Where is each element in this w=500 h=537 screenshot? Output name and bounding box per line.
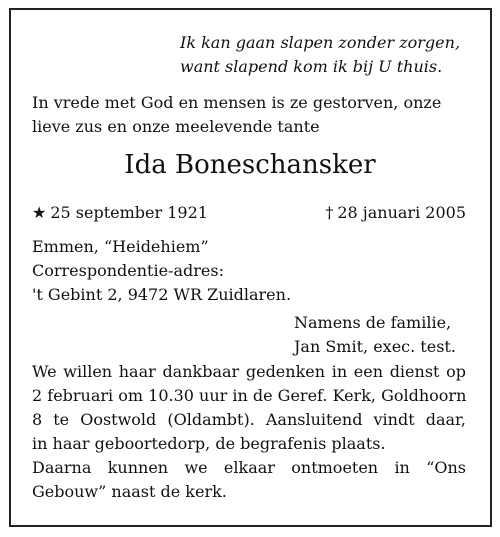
- death-date: 28 januari 2005: [337, 203, 466, 222]
- quote-line-1: Ik kan gaan slapen zonder zorgen,: [180, 33, 461, 52]
- death-date-line: [325, 203, 466, 223]
- service-line-5: Daarna kunnen we elkaar ontmoeten in “Ons: [32, 458, 466, 477]
- birth-date: 25 september 1921: [50, 203, 208, 222]
- service-line-3: 8 te Oostwold (Oldambt). Aansluitend vindt daar,: [32, 410, 466, 429]
- birth-date-line: [32, 203, 208, 223]
- cross-icon: †: [325, 203, 334, 222]
- service-line-6: Gebouw” naast de kerk.: [32, 482, 227, 501]
- signature-line-2: Jan Smit, exec. test.: [294, 337, 456, 356]
- address-line-2: Correspondentie-adres:: [32, 261, 224, 280]
- address-line-1: Emmen, “Heidehiem”: [32, 237, 209, 256]
- service-line-4: in haar geboortedorp, de begrafenis plaats.: [32, 434, 386, 453]
- quote-line-2: want slapend kom ik bij U thuis.: [180, 57, 443, 76]
- address-line-3: 't Gebint 2, 9472 WR Zuidlaren.: [32, 285, 292, 304]
- signature-line-1: Namens de familie,: [294, 313, 452, 332]
- service-paragraph: [32, 360, 466, 504]
- service-line-2: 2 februari om 10.30 uur in de Geref. Kerk, Goldhoorn: [32, 386, 467, 405]
- intro-line-1: In vrede met God en mensen is ze gestorven, onze: [32, 93, 442, 112]
- star-icon: ★: [32, 203, 47, 222]
- intro-line-2: lieve zus en onze meelevende tante: [32, 117, 320, 136]
- service-line-1: We willen haar dankbaar gedenken in een dienst op: [32, 362, 466, 381]
- deceased-name: Ida Boneschansker: [124, 150, 376, 180]
